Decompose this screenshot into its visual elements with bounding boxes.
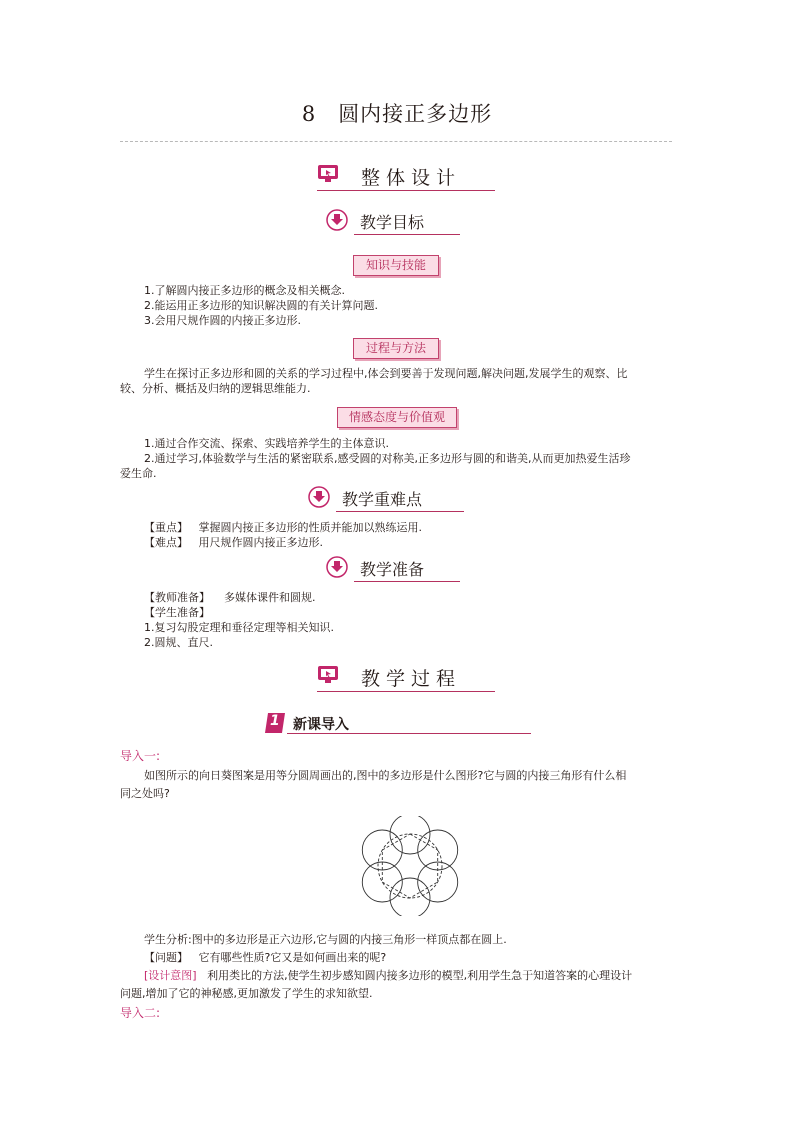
paragraph: 学生在探讨正多边形和圆的关系的学习过程中,体会到要善于发现问题,解决问题,发展学生的观察、比 bbox=[144, 367, 628, 380]
knowledge-list bbox=[144, 283, 378, 328]
list-item: 2.能运用正多边形的知识解决圆的有关计算问题. bbox=[144, 299, 378, 312]
difficulty-point bbox=[144, 535, 323, 550]
title-divider bbox=[120, 141, 672, 142]
subsection-title: 教学目标 bbox=[360, 213, 425, 232]
down-arrow-icon bbox=[308, 486, 330, 508]
difficulty-label: 【难点】 bbox=[144, 536, 188, 549]
subsection-title: 教学准备 bbox=[360, 560, 425, 579]
list-item: 爱生命. bbox=[120, 467, 157, 480]
sunflower-figure bbox=[360, 816, 460, 916]
section-underline bbox=[317, 691, 495, 692]
intro2-label: 导入二: bbox=[120, 1006, 161, 1020]
student-prep-label: 【学生准备】 bbox=[144, 606, 210, 619]
section-teaching-process bbox=[317, 665, 497, 693]
design-intent-label: [设计意图] bbox=[144, 969, 197, 982]
paragraph: 如图所示的向日葵图案是用等分圆周画出的,图中的多边形是什么图形?它与圆的内接三角形有什么相 bbox=[144, 769, 627, 782]
monitor-icon bbox=[317, 665, 339, 685]
question bbox=[144, 950, 386, 965]
paragraph: 问题,增加了它的神秘感,更加激发了学生的求知欲望. bbox=[120, 987, 373, 1000]
list-item: 3.会用尺规作圆的内接正多边形. bbox=[144, 314, 301, 327]
list-item: 1.复习勾股定理和垂径定理等相关知识. bbox=[144, 621, 334, 634]
section-title: 教学过程 bbox=[361, 668, 462, 690]
tag-emotion: 情感态度与价值观 bbox=[337, 407, 457, 428]
lesson-number: 8 bbox=[301, 102, 317, 126]
part-heading bbox=[265, 712, 531, 736]
page-title bbox=[0, 98, 794, 128]
tag-knowledge: 知识与技能 bbox=[353, 255, 439, 276]
part-title: 新课导入 bbox=[293, 717, 349, 733]
design-intent bbox=[144, 968, 632, 983]
teacher-prep bbox=[144, 590, 316, 605]
question-text: 它有哪些性质?它又是如何画出来的呢? bbox=[198, 951, 387, 964]
paragraph: 同之处吗? bbox=[120, 787, 170, 800]
difficulty-text: 用尺规作圆内接正多边形. bbox=[198, 536, 323, 549]
list-item: 2.圆规、直尺. bbox=[144, 636, 213, 649]
subsection-underline bbox=[354, 234, 460, 235]
intro1-label: 导入一: bbox=[120, 749, 161, 763]
teacher-prep-text: 多媒体课件和圆规. bbox=[224, 591, 316, 604]
key-label: 【重点】 bbox=[144, 521, 188, 534]
teacher-prep-label: 【教师准备】 bbox=[144, 591, 210, 604]
down-arrow-icon bbox=[326, 556, 348, 578]
lesson-title: 圆内接正多边形 bbox=[338, 102, 493, 126]
section-overall-design bbox=[317, 164, 497, 192]
monitor-icon bbox=[317, 164, 339, 184]
section-title: 整体设计 bbox=[361, 167, 462, 189]
student-analysis: 学生分析:图中的多边形是正六边形,它与圆的内接三角形一样顶点都在圆上. bbox=[144, 933, 507, 946]
paragraph: 较、分析、概括及归纳的逻辑思维能力. bbox=[120, 382, 311, 395]
list-item: 2.通过学习,体验数学与生活的紧密联系,感受圆的对称美,正多边形与圆的和谐美,从而更加热爱生活珍 bbox=[144, 452, 631, 465]
key-text: 掌握圆内接正多边形的性质并能加以熟练运用. bbox=[198, 521, 422, 534]
key-point bbox=[144, 520, 422, 535]
list-item: 1.了解圆内接正多边形的概念及相关概念. bbox=[144, 284, 345, 297]
design-intent-text: 利用类比的方法,使学生初步感知圆内接多边形的模型,利用学生急于知道答案的心理设计 bbox=[207, 969, 633, 982]
subsection-key-points bbox=[308, 486, 468, 514]
list-item: 1.通过合作交流、探索、实践培养学生的主体意识. bbox=[144, 437, 389, 450]
part-underline bbox=[287, 733, 531, 734]
section-underline bbox=[317, 190, 495, 191]
tag-process: 过程与方法 bbox=[353, 338, 439, 359]
down-arrow-icon bbox=[326, 209, 348, 231]
subsection-goals bbox=[326, 209, 466, 237]
question-label: 【问题】 bbox=[144, 951, 188, 964]
subsection-underline bbox=[354, 581, 460, 582]
subsection-title: 教学重难点 bbox=[342, 490, 423, 509]
part-number: 1 bbox=[270, 713, 280, 729]
subsection-underline bbox=[336, 511, 464, 512]
subsection-preparation bbox=[326, 556, 466, 584]
